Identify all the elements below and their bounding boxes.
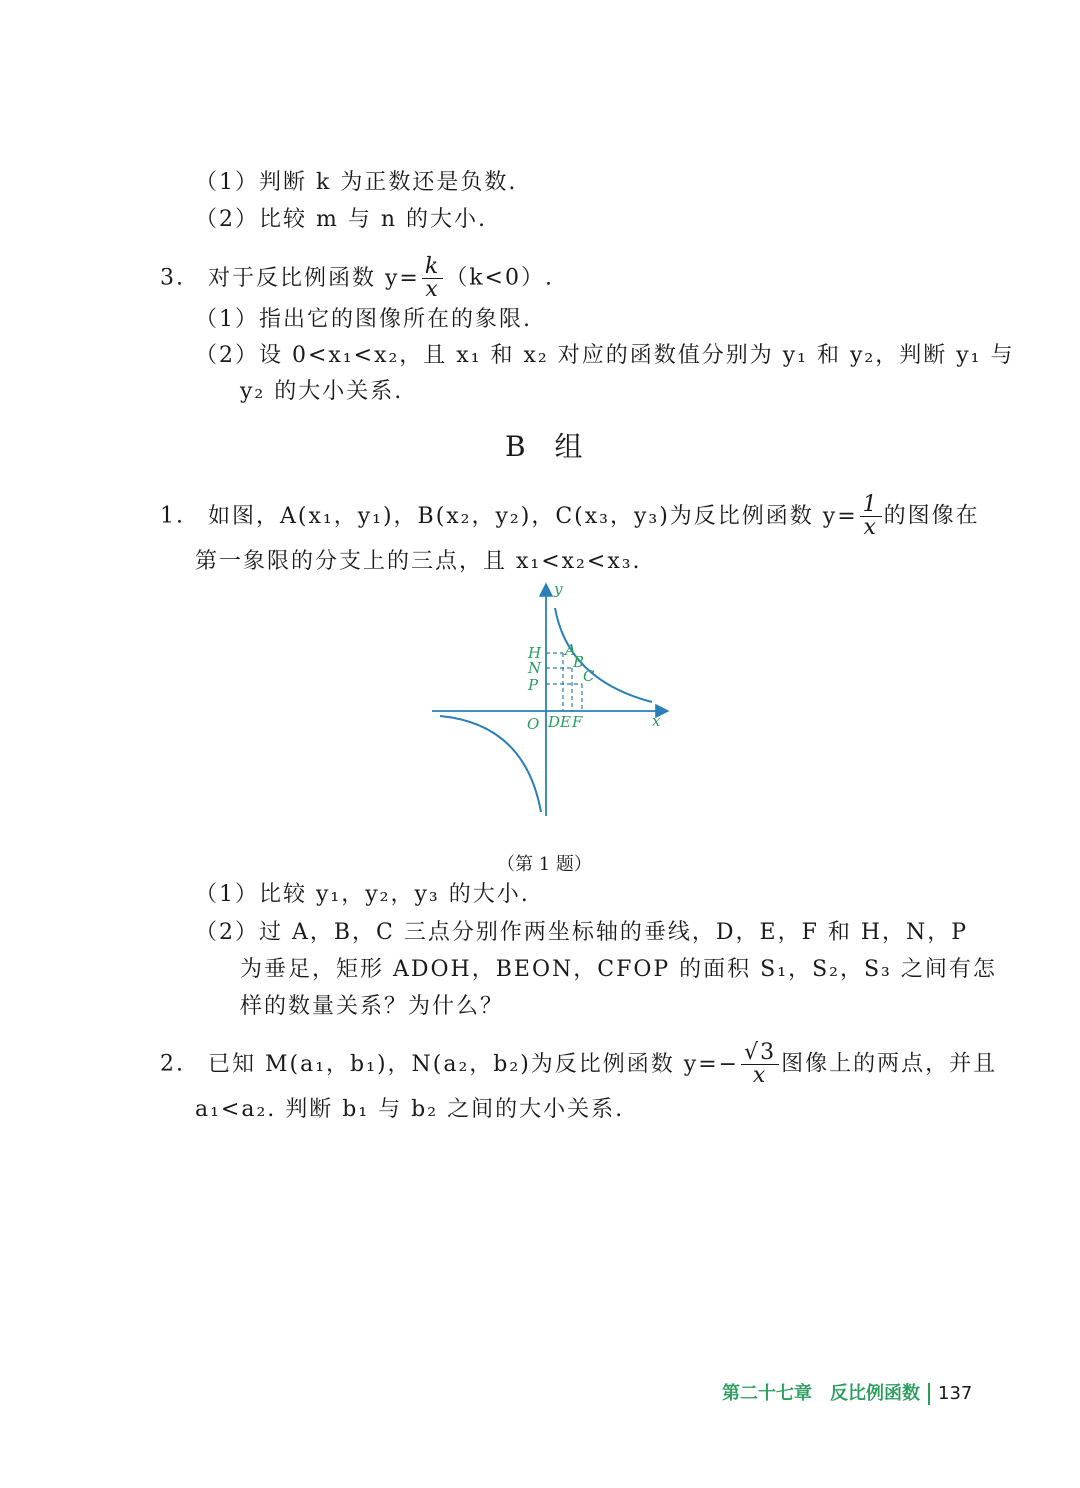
label-P: P: [528, 676, 539, 694]
b-q1-text-pre: 如图，A(x₁，y₁)，B(x₂，y₂)，C(x₃，y₃)为反比例函数 y=: [208, 503, 858, 529]
b-q2-text-pre: 已知 M(a₁，b₁)，N(a₂，b₂)为反比例函数 y=−: [208, 1051, 740, 1077]
b-q1-frac-num: 1: [860, 494, 882, 517]
figure-caption: （第 1 题）: [497, 854, 592, 875]
b-q2-number: 2.: [160, 1051, 185, 1077]
q3-frac-num: k: [422, 256, 443, 279]
q3: [160, 256, 554, 301]
page-footer: [722, 1379, 972, 1405]
b-q1-text-post: 的图像在: [883, 503, 980, 529]
hyperbola-branch-q3: [440, 716, 541, 812]
q3-frac-den: x: [425, 277, 440, 302]
q3-fraction: [422, 256, 443, 301]
b-q1-fraction: [860, 494, 882, 539]
label-x: x: [652, 712, 661, 730]
b-q1-sub2-line3: 样的数量关系？为什么？: [240, 994, 505, 1019]
b-q1-line1: [160, 494, 980, 539]
q2-sub2: （2）比较 m 与 n 的大小.: [195, 207, 487, 232]
b-q1-number: 1.: [160, 503, 185, 529]
q3-sub1: （1）指出它的图像所在的象限.: [195, 307, 532, 332]
section-heading: B 组: [505, 430, 593, 463]
label-F: F: [572, 713, 583, 731]
b-q1-sub2-line1: （2）过 A，B，C 三点分别作两坐标轴的垂线，D，E，F 和 H，N，P: [195, 920, 969, 945]
q3-text-post: （k<0）.: [445, 265, 554, 291]
label-B: B: [573, 653, 585, 671]
q3-sub2-line2: y₂ 的大小关系.: [240, 379, 404, 404]
b-q1-sub2-line2: 为垂足，矩形 ADOH，BEON，CFOP 的面积 S₁，S₂，S₃ 之间有怎: [240, 957, 997, 982]
q3-text-pre: 对于反比例函数 y=: [208, 265, 420, 291]
b-q2-text-post: 图像上的两点，并且: [781, 1051, 998, 1077]
b-q2-frac-num: √3: [741, 1042, 779, 1065]
q3-sub2-line1: （2）设 0<x₁<x₂，且 x₁ 和 x₂ 对应的函数值分别为 y₁ 和 y₂，判断 y₁ 与: [195, 343, 1015, 368]
label-H: H: [528, 644, 542, 662]
label-y: y: [554, 580, 563, 598]
q2-sub1: （1）判断 k 为正数还是负数.: [195, 170, 518, 195]
label-A: A: [565, 641, 576, 659]
label-C: C: [583, 667, 595, 685]
b-q2-line2: a₁<a₂. 判断 b₁ 与 b₂ 之间的大小关系.: [195, 1097, 625, 1122]
label-E: E: [560, 713, 571, 731]
label-O: O: [527, 715, 540, 733]
hyperbola-figure: [430, 580, 680, 820]
b-q1-line2: 第一象限的分支上的三点，且 x₁<x₂<x₃.: [195, 549, 642, 574]
b-q2-fraction: [741, 1042, 779, 1087]
q3-number: 3.: [160, 265, 185, 291]
page-number: 137: [938, 1383, 973, 1404]
label-N: N: [528, 659, 542, 677]
b-q1-frac-den: x: [863, 515, 878, 540]
b-q2-frac-den: x: [752, 1063, 768, 1088]
chapter-title: 第二十七章 反比例函数: [722, 1383, 920, 1404]
label-D: D: [548, 713, 561, 731]
footer-divider: [928, 1383, 930, 1405]
b-q2-line1: [160, 1042, 997, 1087]
b-q1-sub1: （1）比较 y₁，y₂，y₃ 的大小.: [195, 882, 530, 907]
